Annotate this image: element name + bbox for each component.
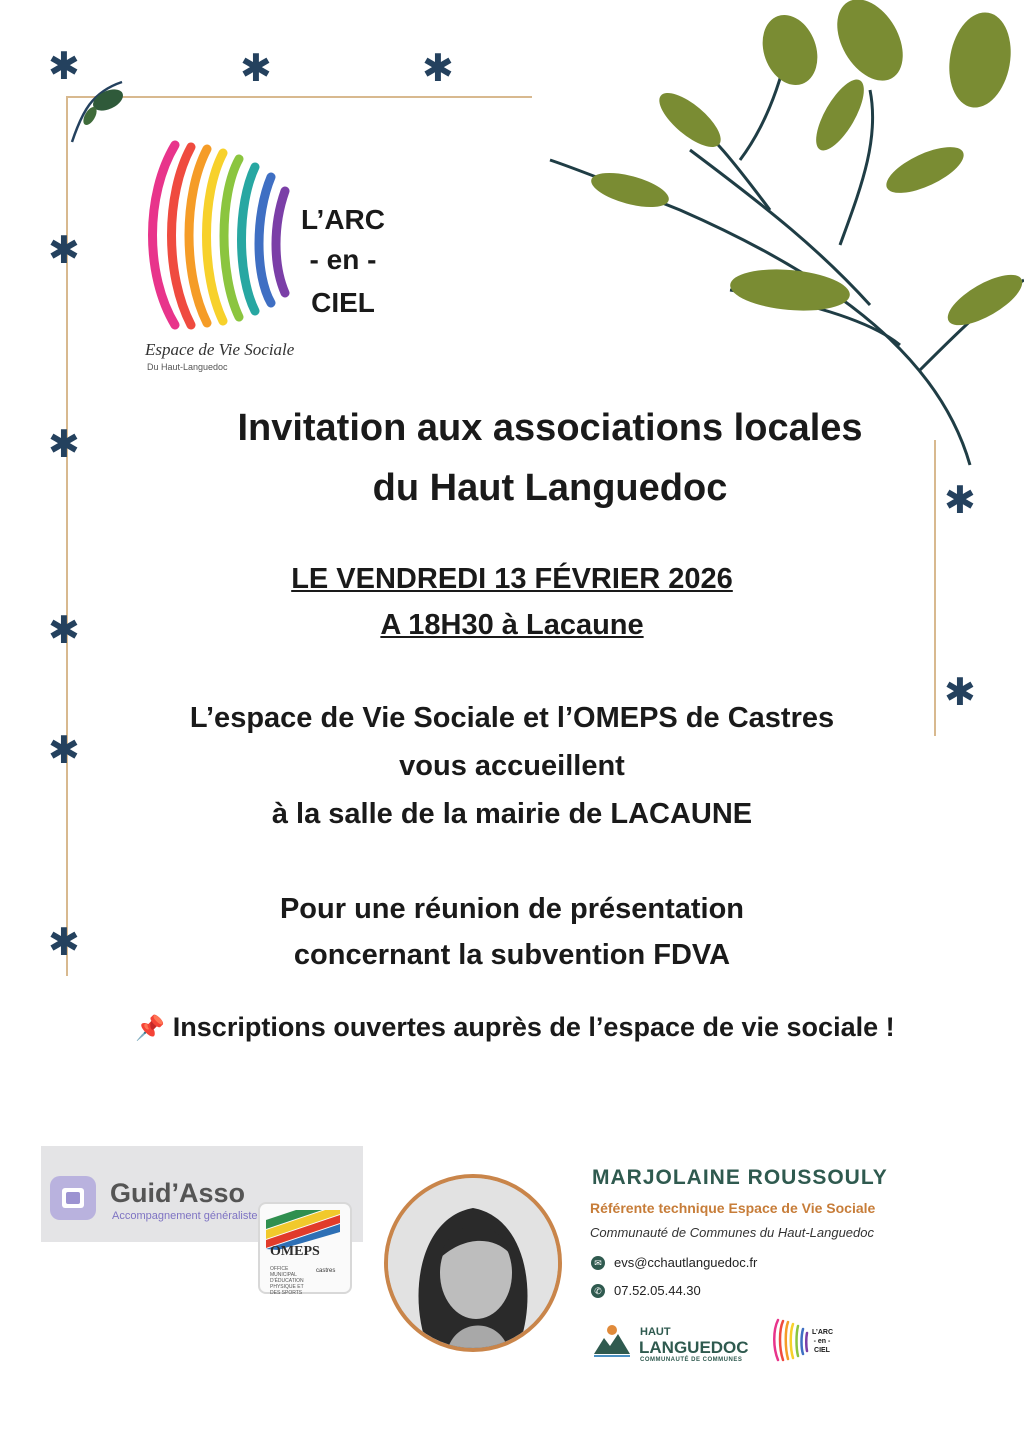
mini-logo-text (812, 1328, 832, 1355)
logo-text-line2: - en - (309, 244, 377, 275)
haut-languedoc-line1: HAUT (640, 1326, 671, 1338)
title-line-1: Invitation aux associations locales (237, 407, 863, 449)
star-icon: ✱ (422, 48, 454, 90)
email-icon: ✉ (591, 1256, 605, 1270)
frame-left-line (66, 96, 68, 976)
star-icon: ✱ (48, 730, 80, 772)
event-date-block (0, 556, 1024, 652)
logo-subtitle: Espace de Vie Sociale (145, 340, 295, 359)
logo-text-line3: CIEL (311, 287, 375, 318)
omeps-city: castres (316, 1268, 336, 1274)
contact-photo (384, 1174, 562, 1352)
haut-languedoc-line3: COMMUNAUTÉ DE COMMUNES (640, 1357, 743, 1363)
haut-languedoc-logo-icon (592, 1320, 632, 1360)
corner-leaf-icon (62, 72, 132, 152)
arc-en-ciel-logo-icon (135, 135, 305, 335)
contact-name: MARJOLAINE ROUSSOULY (592, 1166, 888, 1189)
logo-text-line1: L’ARC (301, 204, 385, 235)
page-title (40, 398, 1024, 522)
mini-arc-en-ciel-icon (772, 1318, 810, 1362)
book-badge-icon (50, 1176, 96, 1220)
star-icon: ✱ (48, 610, 80, 652)
logo-subtitle-small: Du Haut-Languedoc (147, 362, 228, 372)
phone-icon: ✆ (591, 1284, 605, 1298)
omeps-name: OMEPS (270, 1244, 320, 1259)
body-line-5: concernant la subvention FDVA (293, 939, 731, 971)
guidasso-subtitle: Accompagnement généraliste (112, 1210, 258, 1222)
contact-email[interactable]: evs@cchautlanguedoc.fr (614, 1255, 758, 1270)
mini-logo-line1: L’ARC (812, 1329, 833, 1336)
welcome-text (0, 694, 1024, 838)
event-time-place: A 18H30 à Lacaune (380, 609, 644, 641)
body-line-1: L’espace de Vie Sociale et l’OMEPS de Castres (189, 702, 835, 734)
purpose-text (0, 886, 1024, 978)
body-line-3: à la salle de la mairie de LACAUNE (271, 798, 753, 830)
star-icon: ✱ (48, 230, 80, 272)
mini-logo-line3: CIEL (814, 1347, 830, 1354)
body-line-2: vous accueillent (399, 750, 625, 782)
frame-top-line (68, 96, 532, 98)
pushpin-icon: 📌 (135, 1015, 166, 1042)
title-line-2: du Haut Languedoc (372, 467, 728, 509)
star-icon: ✱ (48, 46, 80, 88)
contact-phone[interactable]: 07.52.05.44.30 (614, 1283, 701, 1298)
star-icon: ✱ (48, 424, 80, 466)
star-icon: ✱ (240, 48, 272, 90)
guidasso-title: Guid’Asso (110, 1178, 246, 1208)
registration-text: Inscriptions ouvertes auprès de l’espace de vie sociale ! (172, 1012, 895, 1042)
registration-line (0, 1012, 1024, 1043)
body-line-4: Pour une réunion de présentation (279, 893, 745, 925)
star-icon: ✱ (944, 672, 976, 714)
contact-org: Communauté de Communes du Haut-Languedoc (590, 1225, 875, 1240)
mini-logo-line2: - en - (813, 1338, 831, 1345)
haut-languedoc-line2: LANGUEDOC (639, 1338, 749, 1357)
star-icon: ✱ (944, 480, 976, 522)
event-date: LE VENDREDI 13 FÉVRIER 2026 (291, 563, 733, 595)
contact-role: Référente technique Espace de Vie Sociale (590, 1200, 876, 1216)
star-icon: ✱ (48, 922, 80, 964)
omeps-fullname: OFFICE MUNICIPAL D'ÉDUCATION PHYSIQUE ET DES SPORTS (270, 1266, 304, 1296)
